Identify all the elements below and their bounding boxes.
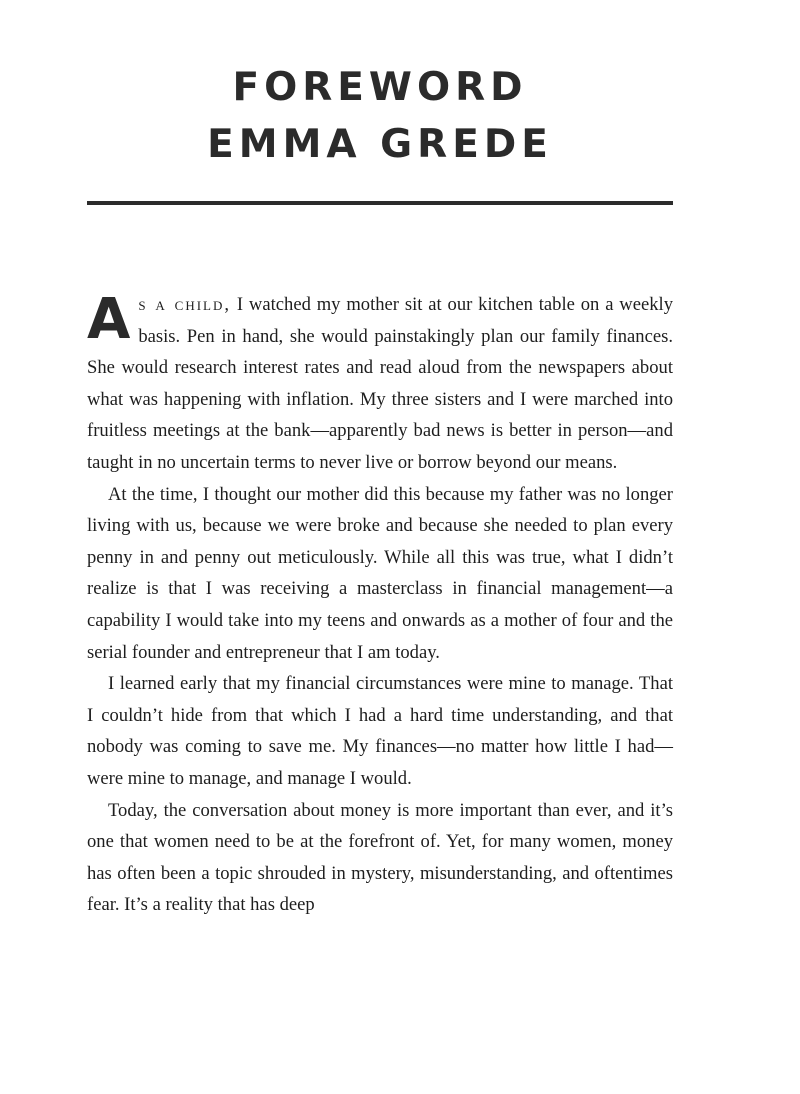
drop-cap: A <box>87 287 131 352</box>
paragraph-1 <box>87 289 673 479</box>
chapter-title: FOREWORD <box>232 65 528 110</box>
author-name: EMMA GREDE <box>207 122 553 167</box>
paragraph-2: At the time, I thought our mother did this because my father was no longer living with us, because we were broke and because she needed to plan every penny in and penny out meticulously. While all this was true, what I didn’t realize is that I was receiving a masterclass in financial management—a capability I would take into my teens and onwards as a mother of four and the serial founder and entrepreneur that I am today. <box>87 483 673 663</box>
title-divider <box>87 201 673 205</box>
body-text <box>87 289 673 921</box>
lead-in-small-caps: s a child, <box>138 294 232 315</box>
paragraph-1-text: I watched my mother sit at our kitchen table on a weekly basis. Pen in hand, she would painstakingly plan our family finances. She would research interest rates and read aloud from the newspapers about what was happening with inflation. My three sisters and I were marched into fruitless meetings at the bank—apparently bad news is better in person—and taught in no uncertain terms to never live or borrow beyond our means. <box>87 294 673 473</box>
paragraph-4: Today, the conversation about money is more important than ever, and it’s one that women need to be at the forefront of. Yet, for many women, money has often been a topic shrouded in mystery, misunderstanding, and oftentimes fear. It’s a reality that has deep <box>87 799 673 916</box>
paragraph-3: I learned early that my financial circumstances were mine to manage. That I couldn’t hide from that which I had a hard time understanding, and that nobody was coming to save me. My finances—no matter how little I had—were mine to manage, and manage I would. <box>87 673 673 789</box>
